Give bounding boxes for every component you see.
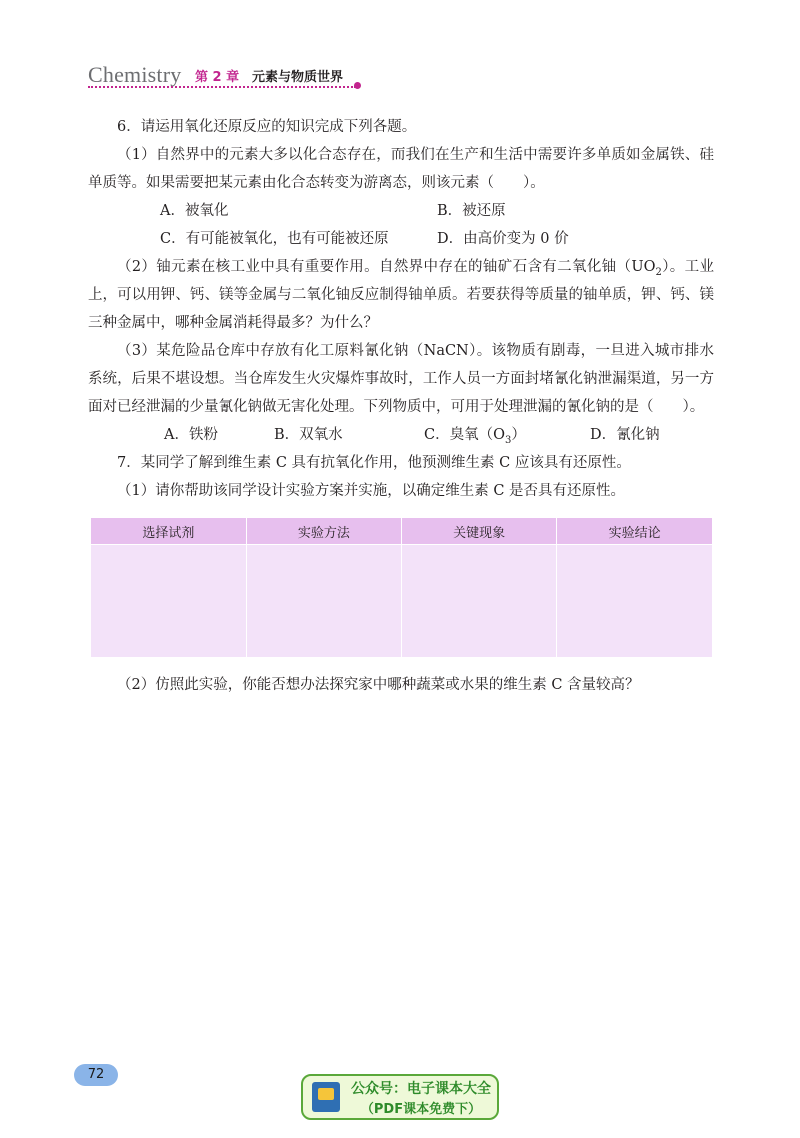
book-icon: [312, 1082, 340, 1112]
cell-method[interactable]: [246, 545, 401, 658]
header-conclusion: 实验结论: [557, 518, 712, 545]
question-7-part2: [88, 671, 714, 699]
q6-option-a: A．被氧化: [160, 203, 229, 219]
table-row: [91, 545, 712, 658]
q6-part1-options-row1: [88, 197, 714, 225]
q6-part3-option-d: D．氰化钠: [590, 427, 660, 443]
header-phenomenon: 关键现象: [402, 518, 557, 545]
brand-title: Chemistry: [88, 62, 182, 87]
page-header: [88, 62, 368, 90]
q6-part3-option-a: A．铁粉: [164, 427, 218, 443]
q6-option-b: B．被还原: [437, 203, 506, 219]
q7-intro: 7．某同学了解到维生素 C 具有抗氧化作用，他预测维生素 C 应该具有还原性。: [117, 455, 631, 471]
q6-option-d: D．由高价变为 0 价: [437, 231, 569, 247]
q6-part3-option-c: [424, 421, 590, 449]
stamp-line2: （PDF课本免费下）: [360, 1102, 482, 1117]
chapter-title: 元素与物质世界: [252, 70, 344, 85]
watermark-stamp: [301, 1074, 499, 1120]
cell-conclusion[interactable]: [557, 545, 712, 658]
q6-part3-option-c-close: ）: [511, 427, 526, 443]
table-header-row: [91, 518, 712, 545]
q6-part3: （3）某危险品仓库中存放有化工原料氰化钠（NaCN）。该物质有剧毒，一旦进入城市排水系统，后果不堪设想。当仓库发生火灾爆炸事故时，工作人员一方面封堵氰化钠泄漏渠道，另一方面对已经泄漏的少量氰化钠做无害化处理。下列物质中，可用于处理泄漏的氰化钠的是（ ）。: [88, 343, 714, 415]
q6-part3-options: [88, 421, 714, 449]
q6-part1: （1）自然界中的元素大多以化合态存在，而我们在生产和生活中需要许多单质如金属铁、硅单质等。如果需要把某元素由化合态转变为游离态，则该元素（ ）。: [88, 147, 714, 191]
q6-part2-subscript: 2: [655, 266, 662, 278]
q7-part1: （1）请你帮助该同学设计实验方案并实施，以确定维生素 C 是否具有还原性。: [117, 483, 626, 499]
header-method: 实验方法: [246, 518, 401, 545]
q6-part2-text-b: ）。工业上，可以用钾、钙、镁等金属与二氧化铀反应制得铀单质。若要获得等质量的铀单质，钾、钙、镁三种金属中，哪种金属消耗得最多？为什么？: [88, 259, 714, 331]
q6-part2-text-a: （2）铀元素在核工业中具有重要作用。自然界中存在的铀矿石含有二氧化铀（UO: [117, 259, 656, 275]
chapter-number: 第 2 章: [195, 70, 240, 85]
q6-option-c: C．有可能被氧化，也有可能被还原: [160, 231, 389, 247]
q6-part3-option-c-subscript: 3: [504, 434, 512, 446]
q6-part3-option-b: B．双氧水: [274, 427, 343, 443]
page-number-badge: 72: [74, 1064, 118, 1086]
q6-part2: [88, 253, 714, 337]
experiment-table: [91, 518, 712, 657]
cell-phenomenon[interactable]: [402, 545, 557, 658]
header-dot-icon: [354, 82, 361, 89]
stamp-line1: 公众号：电子课本大全: [351, 1081, 491, 1097]
question-6: [88, 113, 714, 505]
cell-reagent[interactable]: [91, 545, 246, 658]
q7-part2: （2）仿照此实验，你能否想办法探究家中哪种蔬菜或水果的维生素 C 含量较高？: [117, 677, 640, 693]
header-reagent: 选择试剂: [91, 518, 246, 545]
q6-part1-options-row2: [88, 225, 714, 253]
q6-part3-option-c-text: C．臭氧（O: [424, 427, 505, 443]
q6-intro: 6．请运用氧化还原反应的知识完成下列各题。: [117, 119, 417, 135]
header-divider: [88, 86, 356, 88]
